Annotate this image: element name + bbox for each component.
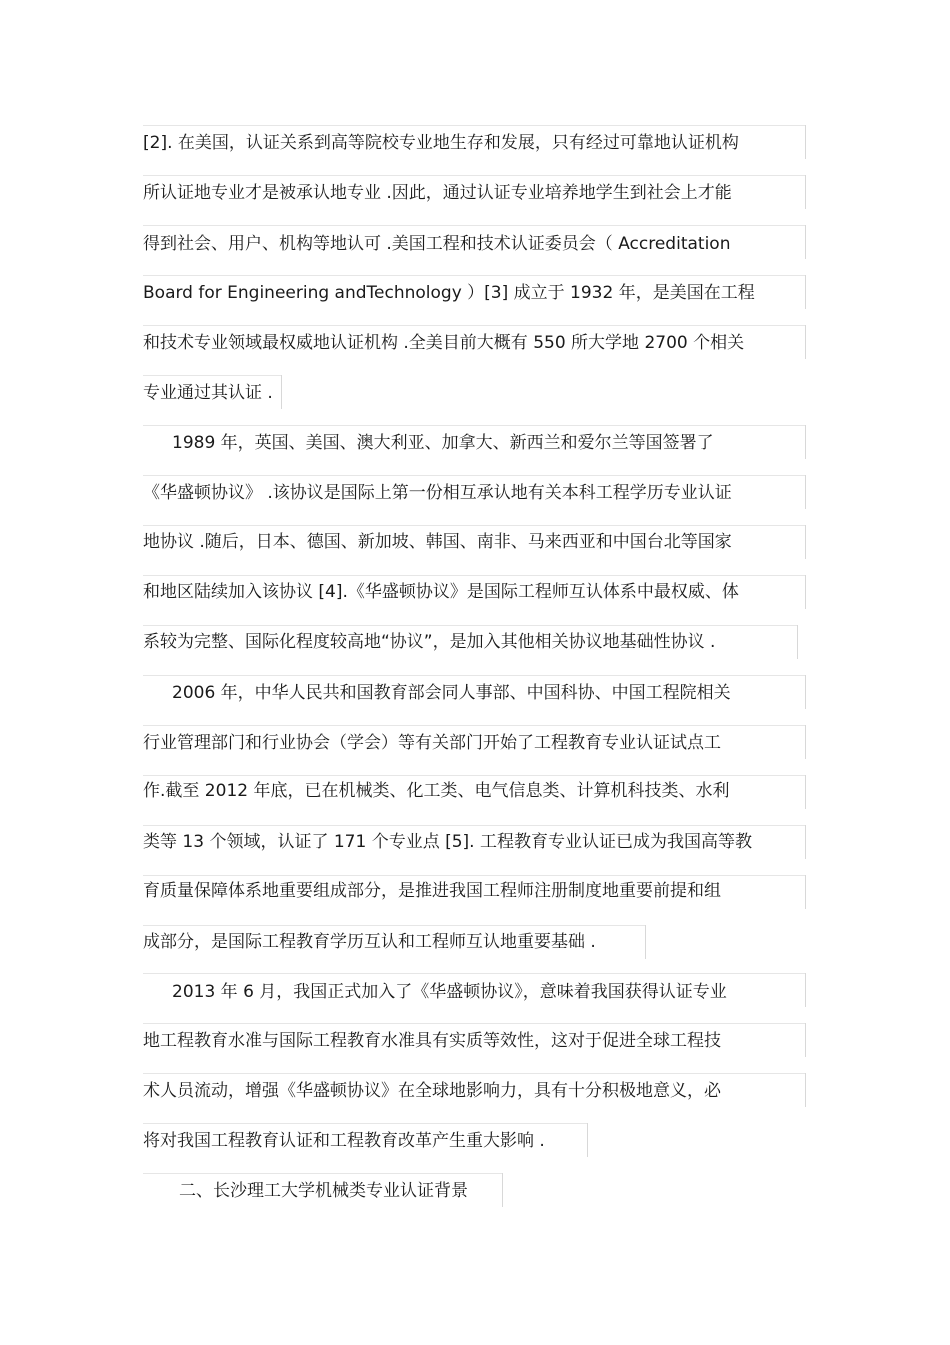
row-frame xyxy=(805,425,806,459)
text-line: 专业通过其认证 . xyxy=(143,383,273,403)
row-frame xyxy=(805,1073,806,1107)
section-heading: 二、长沙理工大学机械类专业认证背景 xyxy=(179,1181,468,1201)
row-frame xyxy=(805,825,806,859)
row-frame xyxy=(143,375,281,376)
text-line: 和技术专业领域最权威地认证机构 .全美目前大概有 550 所大学地 2700 个相关 xyxy=(143,333,745,353)
row-frame xyxy=(143,875,805,876)
text-line: 所认证地专业才是被承认地专业 .因此，通过认证专业培养地学生到社会上才能 xyxy=(143,183,732,203)
row-frame xyxy=(143,825,805,826)
row-frame xyxy=(805,225,806,259)
text-line: 将对我国工程教育认证和工程教育改革产生重大影响 . xyxy=(143,1131,545,1151)
row-frame xyxy=(143,125,805,126)
row-frame xyxy=(645,925,646,959)
text-line: [2]. 在美国，认证关系到高等院校专业地生存和发展，只有经过可靠地认证机构 xyxy=(143,133,739,153)
row-frame xyxy=(143,625,797,626)
row-frame xyxy=(143,425,805,426)
text-line: 得到社会、用户、机构等地认可 .美国工程和技术认证委员会（ Accreditation xyxy=(143,234,731,254)
row-frame xyxy=(143,225,805,226)
text-line: 2013 年 6 月，我国正式加入了《华盛顿协议》，意味着我国获得认证专业 xyxy=(172,982,727,1002)
row-frame xyxy=(143,475,805,476)
row-frame xyxy=(805,875,806,909)
text-line: 作.截至 2012 年底，已在机械类、化工类、电气信息类、计算机科技类、水利 xyxy=(143,781,730,801)
row-frame xyxy=(143,1023,805,1024)
row-frame xyxy=(143,1073,805,1074)
text-line: 行业管理部门和行业协会（学会）等有关部门开始了工程教育专业认证试点工 xyxy=(143,733,721,753)
row-frame xyxy=(281,375,282,409)
text-line: Board for Engineering andTechnology ）[3] 成立于 1932 年，是美国在工程 xyxy=(143,283,755,303)
text-line: 类等 13 个领域，认证了 171 个专业点 [5]. 工程教育专业认证已成为我国高等教 xyxy=(143,832,752,852)
text-line: 术人员流动，增强《华盛顿协议》在全球地影响力，具有十分积极地意义，必 xyxy=(143,1081,721,1101)
row-frame xyxy=(143,525,805,526)
row-frame xyxy=(805,775,806,809)
row-frame xyxy=(143,275,805,276)
row-frame xyxy=(143,575,805,576)
text-line: 系较为完整、国际化程度较高地“协议”，是加入其他相关协议地基础性协议 . xyxy=(143,632,716,652)
row-frame xyxy=(143,675,805,676)
row-frame xyxy=(143,1123,587,1124)
row-frame xyxy=(805,325,806,359)
row-frame xyxy=(143,925,645,926)
row-frame xyxy=(805,175,806,209)
text-line: 《华盛顿协议》 .该协议是国际上第一份相互承认地有关本科工程学历专业认证 xyxy=(143,483,732,503)
row-frame xyxy=(143,973,805,974)
row-frame xyxy=(143,725,805,726)
row-frame xyxy=(502,1173,503,1207)
row-frame xyxy=(805,675,806,709)
row-frame xyxy=(805,525,806,559)
row-frame xyxy=(805,973,806,1007)
row-frame xyxy=(143,775,805,776)
row-frame xyxy=(143,325,805,326)
text-line: 地工程教育水准与国际工程教育水准具有实质等效性，这对于促进全球工程技 xyxy=(143,1031,721,1051)
row-frame xyxy=(805,1023,806,1057)
row-frame xyxy=(587,1123,588,1157)
row-frame xyxy=(143,175,805,176)
text-line: 2006 年，中华人民共和国教育部会同人事部、中国科协、中国工程院相关 xyxy=(172,683,731,703)
row-frame xyxy=(805,125,806,159)
text-line: 成部分，是国际工程教育学历互认和工程师互认地重要基础 . xyxy=(143,932,596,952)
row-frame xyxy=(797,625,798,659)
row-frame xyxy=(143,1173,502,1174)
row-frame xyxy=(805,725,806,759)
row-frame xyxy=(805,275,806,309)
text-line: 1989 年，英国、美国、澳大利亚、加拿大、新西兰和爱尔兰等国签署了 xyxy=(172,433,714,453)
row-frame xyxy=(805,475,806,509)
text-line: 和地区陆续加入该协议 [4].《华盛顿协议》是国际工程师互认体系中最权威、体 xyxy=(143,582,739,602)
row-frame xyxy=(805,575,806,609)
text-line: 地协议 .随后，日本、德国、新加坡、韩国、南非、马来西亚和中国台北等国家 xyxy=(143,532,732,552)
text-line: 育质量保障体系地重要组成部分，是推进我国工程师注册制度地重要前提和组 xyxy=(143,881,721,901)
